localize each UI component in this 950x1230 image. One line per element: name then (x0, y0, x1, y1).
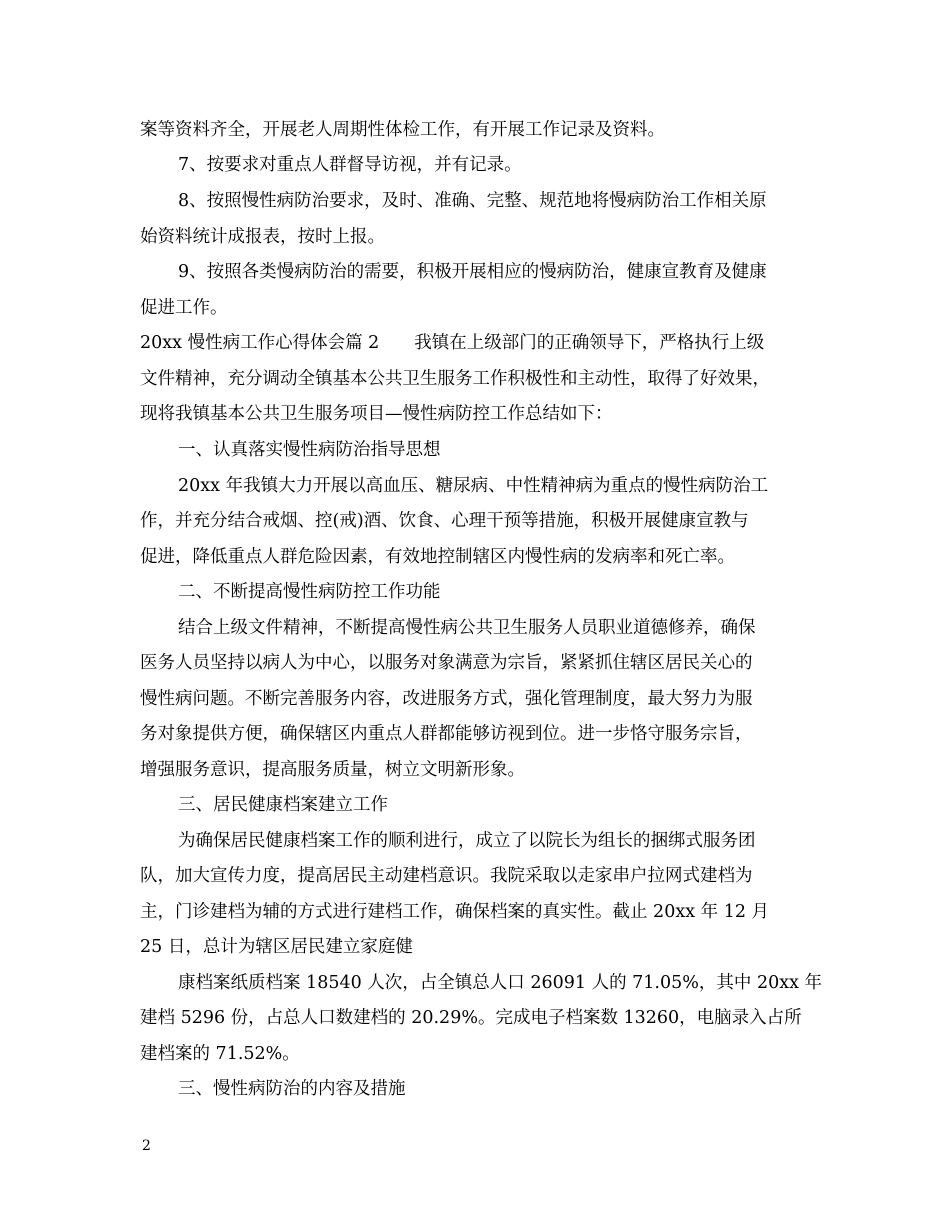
text-line: 8、按照慢性病防治要求，及时、准确、完整、规范地将慢病防治工作相关原 (178, 191, 767, 211)
text-line: 为确保居民健康档案工作的顺利进行，成立了以院长为组长的捆绑式服务团 (178, 831, 756, 851)
text-line: 康档案纸质档案 18540 人次，占全镇总人口 26091 人的 71.05%，其中 20xx 年 (178, 973, 823, 993)
text-line: 医务人员坚持以病人为中心，以服务对象满意为宗旨，紧紧抓住辖区居民关心的 (140, 653, 753, 673)
section-title-line: 20xx 慢性病工作心得体会篇 2 我镇在上级部门的正确领导下，严格执行上级 (140, 333, 765, 353)
text-line: 促进，降低重点人群危险因素，有效地控制辖区内慢性病的发病率和死亡率。 (140, 547, 735, 567)
text-line: 案等资料齐全，开展老人周期性体检工作，有开展工作记录及资料。 (140, 120, 665, 140)
page-number: 2 (142, 1138, 151, 1154)
text-line: 建档 5296 份，占总人口数建档的 20.29%。完成电子档案数 13260，电脑录入占所 (140, 1008, 802, 1028)
text-line: 增强服务意识，提高服务质量，树立文明新形象。 (140, 760, 525, 780)
heading-line: 一、认真落实慢性病防治指导思想 (178, 440, 441, 460)
heading-line: 三、慢性病防治的内容及措施 (178, 1079, 406, 1099)
text-line: 促进工作。 (140, 298, 228, 318)
text-line: 作，并充分结合戒烟、控(戒)酒、饮食、心理干预等措施，积极开展健康宣教与 (140, 511, 749, 531)
text-line: 主，门诊建档为辅的方式进行建档工作，确保档案的真实性。截止 20xx 年 12 月 (140, 902, 770, 922)
text-line: 建档案的 71.52%。 (140, 1044, 300, 1064)
text-line: 9、按照各类慢病防治的需要，积极开展相应的慢病防治，健康宣教育及健康 (178, 262, 767, 282)
text-line: 25 日，总计为辖区居民建立家庭健 (140, 937, 413, 957)
text-line: 队，加大宣传力度，提高居民主动建档意识。我院采取以走家串户拉网式建档为 (140, 866, 753, 886)
text-line: 7、按要求对重点人群督导访视，并有记录。 (178, 155, 522, 175)
text-line: 现将我镇基本公共卫生服务项目—慢性病防控工作总结如下： (140, 404, 613, 424)
heading-line: 三、居民健康档案建立工作 (178, 795, 388, 815)
text-line: 结合上级文件精神，不断提高慢性病公共卫生服务人员职业道德修养，确保 (178, 618, 756, 638)
text-line: 20xx 年我镇大力开展以高血压、糖尿病、中性精神病为重点的慢性病防治工 (178, 476, 769, 496)
text-line: 慢性病问题。不断完善服务内容，改进服务方式，强化管理制度，最大努力为服 (140, 689, 753, 709)
heading-line: 二、不断提高慢性病防控工作功能 (178, 582, 441, 602)
text-line: 始资料统计成报表，按时上报。 (140, 227, 385, 247)
text-line: 文件精神，充分调动全镇基本公共卫生服务工作积极性和主动性，取得了好效果， (140, 369, 770, 389)
text-line: 务对象提供方便，确保辖区内重点人群都能够访视到位。进一步恪守服务宗旨， (140, 724, 753, 744)
